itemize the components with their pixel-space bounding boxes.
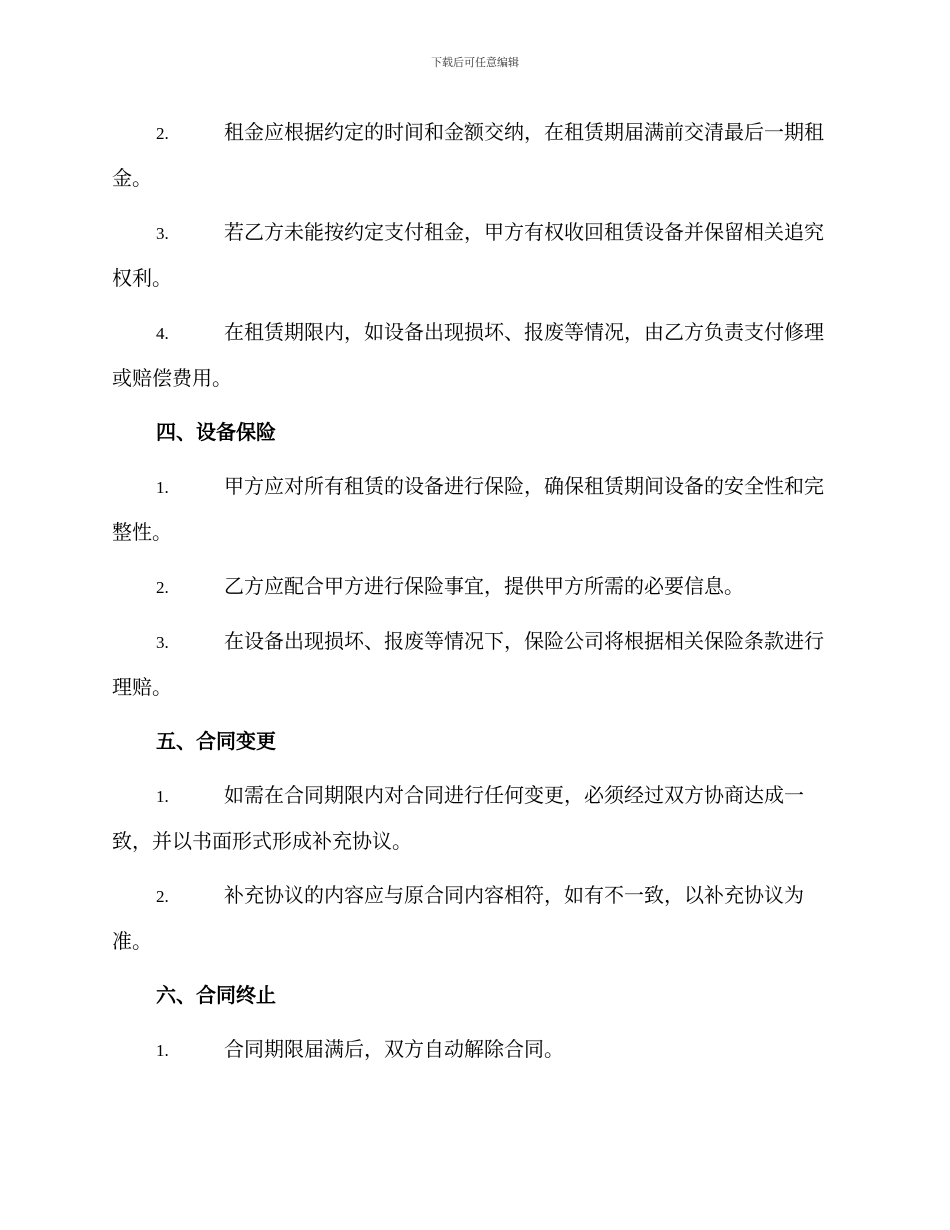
clause-number: 1. bbox=[156, 1041, 169, 1060]
clause-number: 1. bbox=[156, 478, 169, 497]
clause-insurance-cooperation bbox=[112, 564, 832, 610]
clause-text: 甲方应对所有租赁的设备进行保险，确保租赁期间设备的安全性和完整性。 bbox=[112, 474, 824, 544]
section-title-contract-termination: 六、合同终止 bbox=[156, 983, 276, 1007]
clause-supplementary-agreement bbox=[112, 873, 832, 964]
clause-text: 租金应根据约定的时间和金额交纳，在租赁期届满前交清最后一期租金。 bbox=[112, 120, 824, 190]
page-header: 下载后可任意编辑 bbox=[431, 56, 519, 69]
clause-text: 合同期限届满后，双方自动解除合同。 bbox=[224, 1037, 564, 1061]
clause-number: 2. bbox=[156, 887, 169, 906]
clause-number: 3. bbox=[156, 224, 169, 243]
clause-number: 2. bbox=[156, 578, 169, 597]
clause-rent-default bbox=[112, 210, 832, 301]
clause-damage-repair bbox=[112, 310, 832, 401]
clause-insurance-claims bbox=[112, 619, 832, 710]
clause-text: 若乙方未能按约定支付租金，甲方有权收回租赁设备并保留相关追究权利。 bbox=[112, 220, 824, 290]
clause-change-procedure bbox=[112, 773, 832, 864]
clause-text: 在设备出现损坏、报废等情况下，保险公司将根据相关保险条款进行理赔。 bbox=[112, 629, 824, 699]
clause-number: 4. bbox=[156, 324, 169, 343]
clause-termination-expiry bbox=[112, 1027, 832, 1073]
clause-rent-payment bbox=[112, 110, 832, 201]
clause-number: 2. bbox=[156, 124, 169, 143]
section-title-contract-change: 五、合同变更 bbox=[156, 729, 276, 753]
clause-number: 1. bbox=[156, 787, 169, 806]
clause-text: 补充协议的内容应与原合同内容相符，如有不一致，以补充协议为准。 bbox=[112, 883, 804, 953]
clause-text: 如需在合同期限内对合同进行任何变更，必须经过双方协商达成一致，并以书面形式形成补充协议。 bbox=[112, 783, 804, 853]
clause-insurance-obligation bbox=[112, 464, 832, 555]
clause-number: 3. bbox=[156, 633, 169, 652]
document-body bbox=[112, 110, 832, 1082]
section-title-insurance: 四、设备保险 bbox=[156, 420, 276, 444]
clause-text: 在租赁期限内，如设备出现损坏、报废等情况，由乙方负责支付修理或赔偿费用。 bbox=[112, 320, 824, 390]
clause-text: 乙方应配合甲方进行保险事宜，提供甲方所需的必要信息。 bbox=[224, 574, 744, 598]
